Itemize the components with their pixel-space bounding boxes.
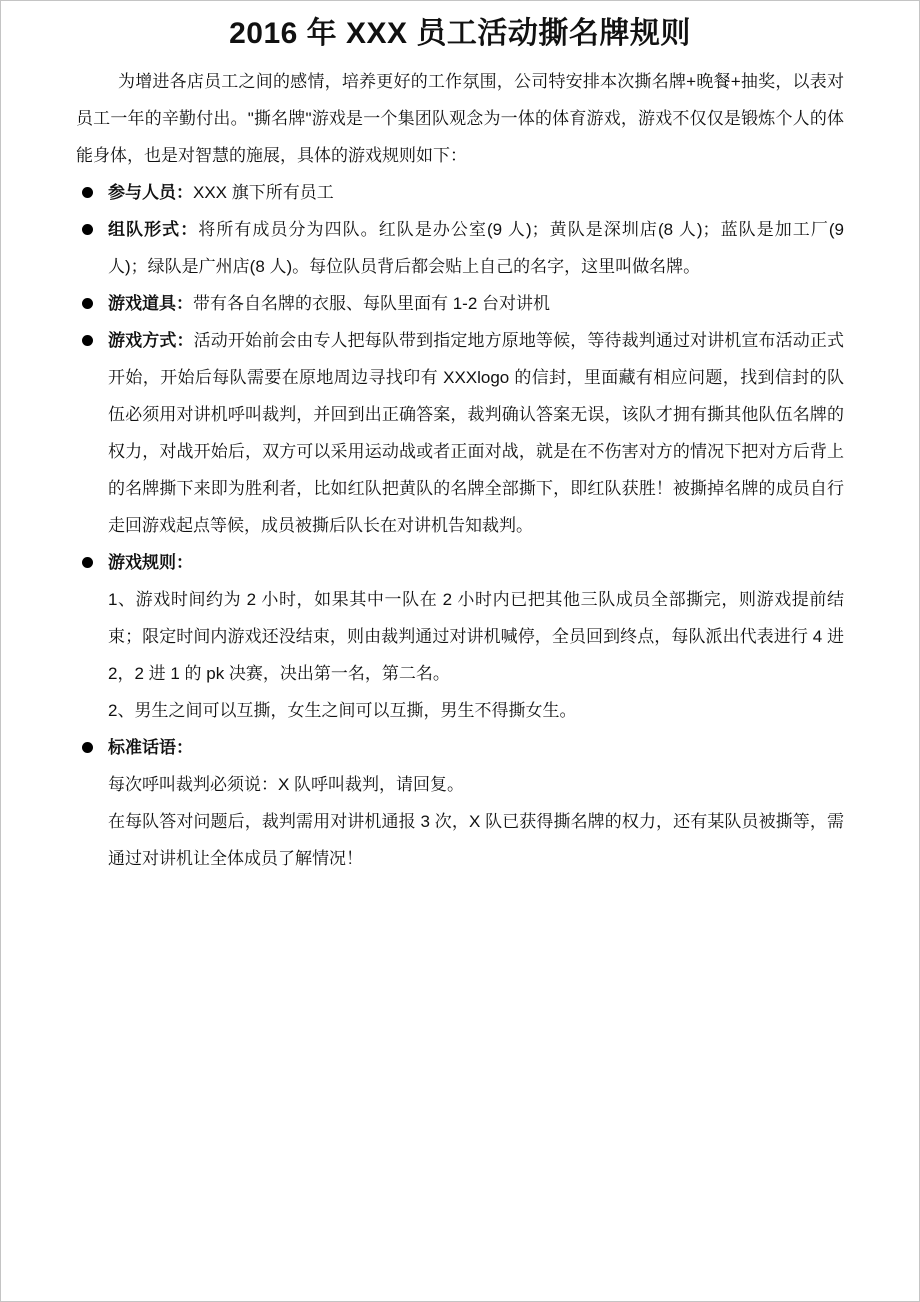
bullet-label: 组队形式：: [108, 220, 199, 239]
bullet-text: 将所有成员分为四队。红队是办公室(9 人)；黄队是深圳店(8 人)；蓝队是加工厂(9 人)；绿队是广州店(8 人)。每位队员背后都会贴上自己的名字，这里叫做名牌。: [108, 220, 844, 276]
phrase-paragraph: 在每队答对问题后，裁判需用对讲机通报 3 次，X 队已获得撕名牌的权力，还有某队员被撕等，需通过对讲机让全体成员了解情况！: [108, 812, 844, 868]
list-item-team-format: [108, 211, 844, 285]
bullet-label: 游戏道具：: [108, 294, 193, 313]
bullet-icon: [82, 187, 93, 198]
list-item-game-rules: [108, 544, 844, 729]
bullet-text: 带有各自名牌的衣服、每队里面有 1-2 台对讲机: [193, 294, 551, 313]
intro-paragraph: 为增进各店员工之间的感情，培养更好的工作氛围，公司特安排本次撕名牌+晚餐+抽奖，以表对员工一年的辛勤付出。"撕名牌"游戏是一个集团队观念为一体的体育游戏，游戏不仅仅是锻炼个人的体能身体，也是对智慧的施展，具体的游戏规则如下：: [76, 72, 844, 165]
list-item-game-props: [108, 285, 844, 322]
rule-paragraph: 2、男生之间可以互撕，女生之间可以互撕，男生不得撕女生。: [108, 701, 577, 720]
list-item-participants: [108, 174, 844, 211]
bullet-icon: [82, 298, 93, 309]
bullet-label: 标准话语：: [108, 738, 193, 757]
bullet-label: 游戏规则：: [108, 553, 193, 572]
bullet-icon: [82, 335, 93, 346]
list-item-standard-phrases: [108, 729, 844, 877]
phrase-paragraph: 每次呼叫裁判必须说：X 队呼叫裁判，请回复。: [108, 775, 465, 794]
rules-list: [1, 174, 919, 877]
list-item-game-method: [108, 322, 844, 544]
rule-paragraph: 1、游戏时间约为 2 小时，如果其中一队在 2 小时内已把其他三队成员全部撕完，则游戏提前结束；限定时间内游戏还没结束，则由裁判通过对讲机喊停，全员回到终点，每队派出代表进行 4 进 2，2 进 1 的 pk 决赛，决出第一名，第二名。: [108, 590, 844, 683]
page-title: 2016 年 XXX 员工活动撕名牌规则: [229, 17, 691, 50]
bullet-text: 活动开始前会由专人把每队带到指定地方原地等候，等待裁判通过对讲机宣布活动正式开始，开始后每队需要在原地周边寻找印有 XXXlogo 的信封，里面藏有相应问题，找到信封的队伍必须用对讲机呼叫裁判，并回到出正确答案，裁判确认答案无误，该队才拥有撕其他队伍名牌的权力，对战开始后，双方可以采用运动战或者正面对战，就是在不伤害对方的情况下把对方后背上的名牌撕下来即为胜利者，比如红队把黄队的名牌全部撕下，即红队获胜！被撕掉名牌的成员自行走回游戏起点等候，成员被撕后队长在对讲机告知裁判。: [108, 331, 845, 535]
bullet-icon: [82, 557, 93, 568]
bullet-icon: [82, 224, 93, 235]
bullet-label: 参与人员：: [108, 183, 193, 202]
bullet-label: 游戏方式：: [108, 331, 194, 350]
bullet-icon: [82, 742, 93, 753]
bullet-text: XXX 旗下所有员工: [193, 183, 334, 202]
